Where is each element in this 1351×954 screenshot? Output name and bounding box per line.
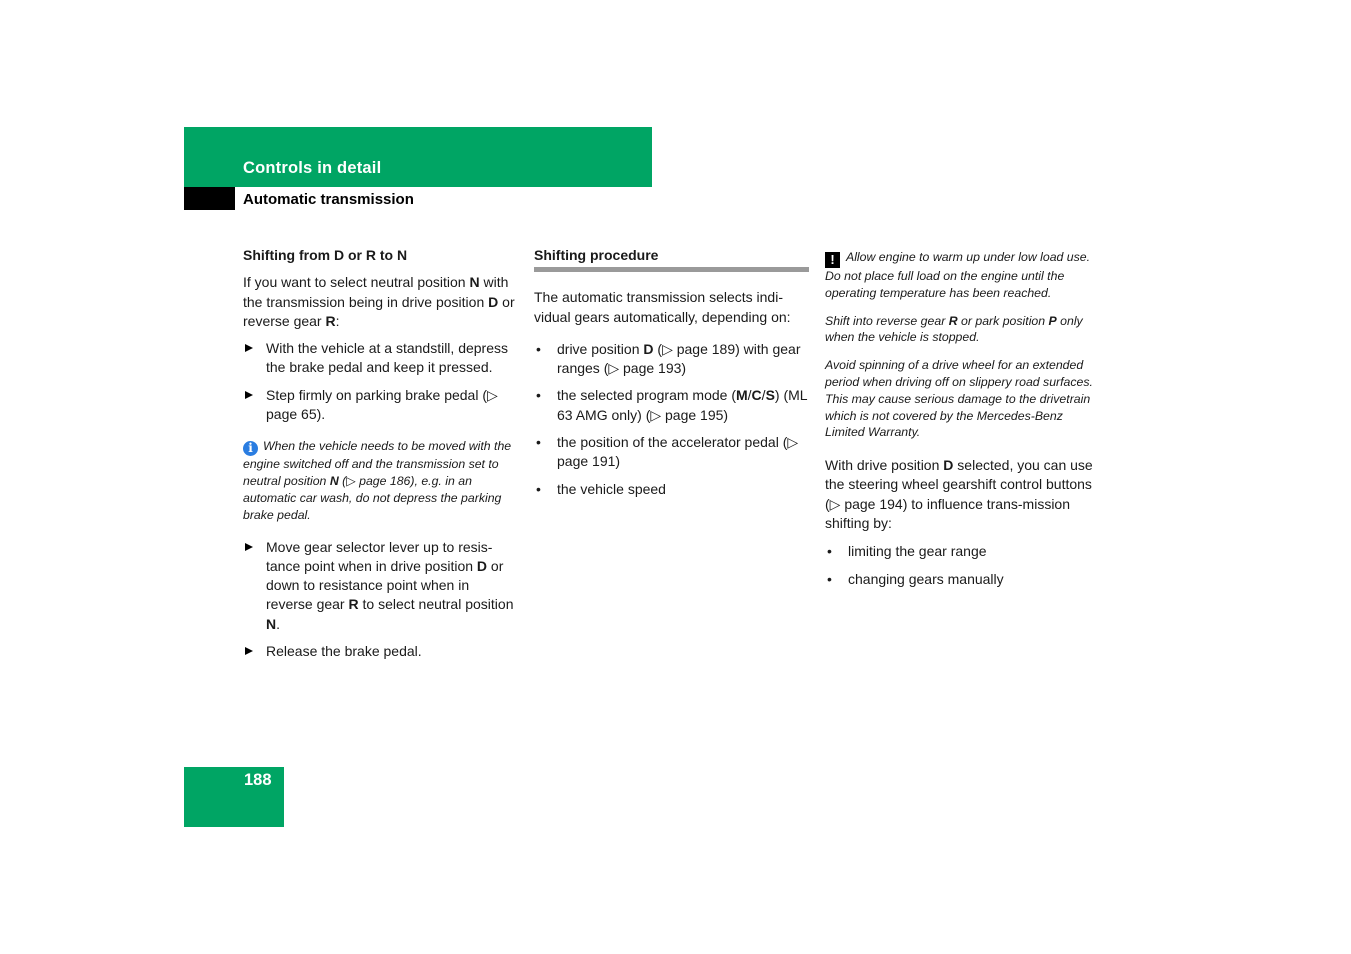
steering-gearshift-paragraph: With drive position D selected, you can use the steering wheel gearshift control buttons (▷ page 194) to influence trans-mission shifting by: xyxy=(825,457,1093,532)
step-arrow-icon xyxy=(245,344,253,352)
warning-note-reverse: Shift into reverse gear R or park position P only when the vehicle is stopped. xyxy=(825,313,1083,345)
step-parking-brake: Step firmly on parking brake pedal (▷ page 65). xyxy=(243,386,518,425)
column-middle xyxy=(534,246,809,507)
step-move-selector: Move gear selector lever up to resis-tance point when in drive position D or down to resistance point when in reverse gear R to select neutral position N. xyxy=(243,538,518,634)
header-band xyxy=(184,127,652,187)
intro-paragraph: If you want to select neutral position N with the transmission being in drive position D or reverse gear R: xyxy=(243,274,515,329)
step-depress-brake: With the vehicle at a standstill, depress the brake pedal and keep it pressed. xyxy=(243,339,518,378)
step-arrow-icon xyxy=(245,543,253,551)
step-arrow-icon xyxy=(245,647,253,655)
warning-note-spinning: Avoid spinning of a drive wheel for an extended period when driving off on slippery road surfaces. This may cause serious damage to the drivetrain which is not covered by the Mercedes-Benz Limited Warranty. xyxy=(825,358,1093,440)
info-note: i When the vehicle needs to be moved with the engine switched off and the transmission set to neutral position N (▷ page 186), e.g. in an automatic car wash, do not depress the parking brake pedal. xyxy=(243,439,512,522)
warning-note: ! Allow engine to warm up under low load use. Do not place full load on the engine until the operating temperature has been reached. xyxy=(825,250,1091,300)
step-arrow-icon xyxy=(245,391,253,399)
list-item: • limiting the gear range xyxy=(827,543,987,560)
list-item: • the selected program mode (M/C/S) (ML 63 AMG only) (▷ page 195) xyxy=(536,387,808,423)
page-number: 188 xyxy=(244,771,272,789)
step-release-brake: Release the brake pedal. xyxy=(243,642,518,661)
list-item: • the position of the accelerator pedal (▷ page 191) xyxy=(536,434,799,470)
list-item: • changing gears manually xyxy=(827,570,1004,587)
heading-shifting-procedure: Shifting procedure xyxy=(534,246,809,272)
section-title: Automatic transmission xyxy=(243,191,414,208)
heading-shifting-d-r-n: Shifting from D or R to N xyxy=(243,247,408,263)
column-right xyxy=(825,249,1100,597)
column-left xyxy=(243,246,518,669)
info-icon: i xyxy=(243,441,258,456)
chapter-title: Controls in detail xyxy=(243,159,382,177)
procedure-intro: The automatic transmission selects indi-vidual gears automatically, depending on: xyxy=(534,289,791,325)
list-item: • drive position D (▷ page 189) with gear ranges (▷ page 193) xyxy=(536,340,801,377)
section-marker xyxy=(184,187,235,210)
warning-icon: ! xyxy=(825,252,840,268)
list-item: • the vehicle speed xyxy=(536,480,666,497)
